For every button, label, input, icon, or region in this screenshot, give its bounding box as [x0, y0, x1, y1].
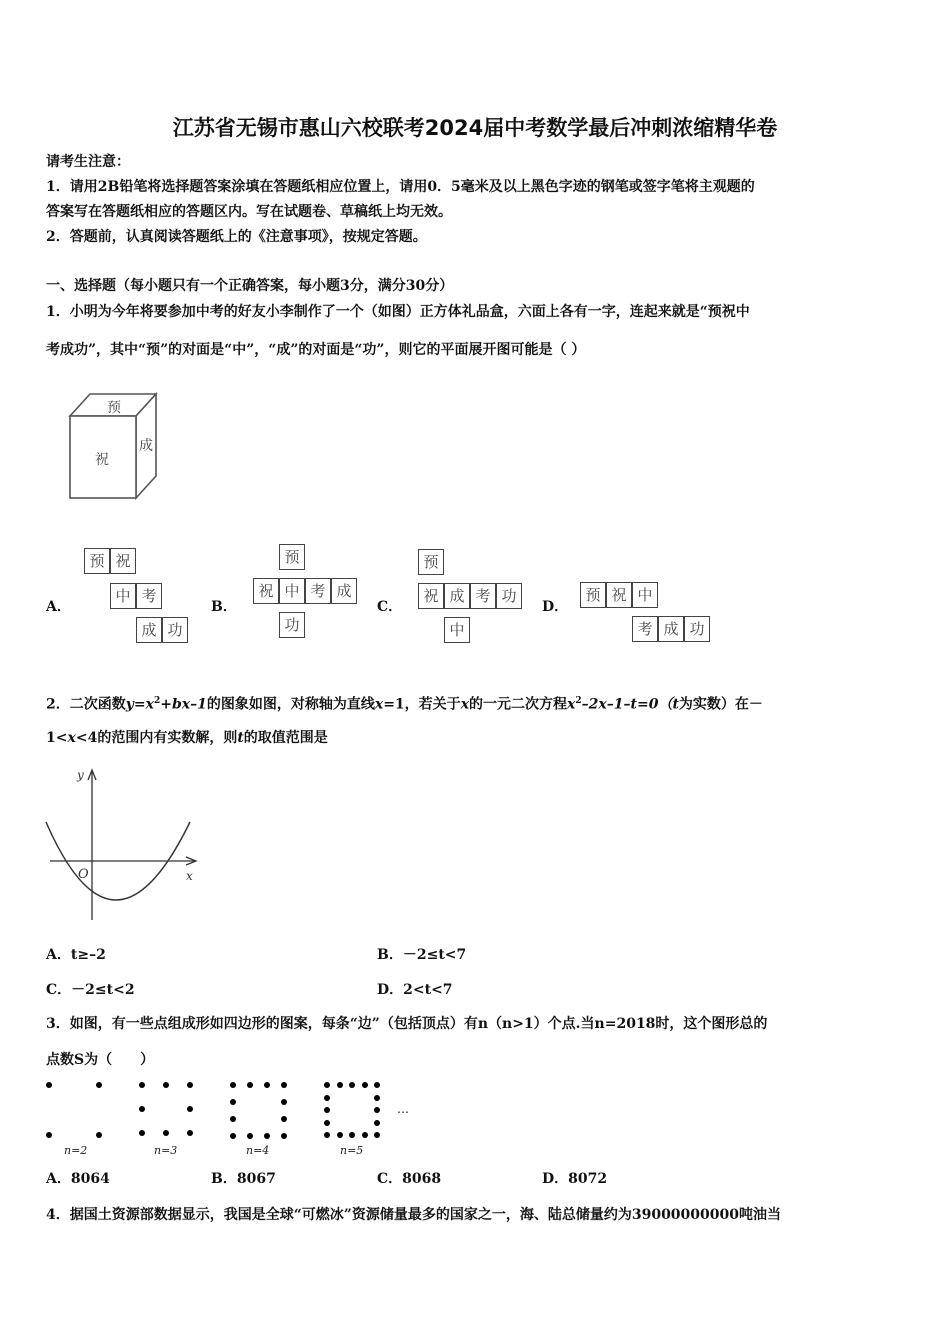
pattern-dot	[362, 1132, 368, 1138]
pattern-dot	[139, 1130, 145, 1136]
net-d-cell: 功	[684, 616, 710, 642]
q3-option-a[interactable]: A．8064	[46, 1171, 110, 1187]
pattern-dot	[337, 1082, 343, 1088]
net-a-cell: 预	[84, 548, 110, 574]
net-b-cell: 中	[279, 578, 305, 604]
q3-option-b[interactable]: B．8067	[211, 1171, 276, 1187]
pattern-dot	[139, 1082, 145, 1088]
net-c-cell: 成	[444, 583, 470, 609]
pattern-dot	[281, 1082, 287, 1088]
pattern-dot	[337, 1132, 343, 1138]
q2-line-1: 2．二次函数$y=x^2+bx-1$的图象如图，对称轴为直线x=1，若关于x的一元二次方程$x^2-2x-1-t=0(t$为实数）在－	[46, 696, 763, 713]
net-b-cell: 预	[279, 544, 305, 570]
pattern-label: n=3	[154, 1144, 178, 1157]
pattern-dot	[324, 1132, 330, 1138]
net-c-cell: 预	[418, 549, 444, 575]
pattern-dot	[46, 1132, 52, 1138]
pattern-dot	[374, 1095, 380, 1101]
pattern-dot	[374, 1082, 380, 1088]
q2-line-2: 1<x<4的范围内有实数解，则t的取值范围是	[46, 730, 328, 746]
notice-heading: 请考生注意：	[46, 154, 130, 170]
net-c-cell: 祝	[418, 583, 444, 609]
pattern-dot	[281, 1133, 287, 1139]
net-d-cell: 预	[580, 582, 606, 608]
net-c-cell: 中	[444, 617, 470, 643]
pattern-label: n=5	[340, 1144, 364, 1157]
pattern-dot	[324, 1095, 330, 1101]
ellipsis: …	[397, 1102, 409, 1116]
net-d-cell: 成	[658, 616, 684, 642]
pattern-dot	[324, 1107, 330, 1113]
cube-side-char: 成	[139, 438, 153, 454]
q3-option-c[interactable]: C．8068	[377, 1171, 442, 1187]
net-b-cell: 功	[279, 612, 305, 638]
y-axis-label: y	[77, 768, 84, 782]
cube-front-char: 祝	[95, 452, 109, 468]
notice-item-1-line-2: 答案写在答题纸相应的答题区内。写在试题卷、草稿纸上均无效。	[46, 204, 452, 220]
q1-option-c-label[interactable]: C．	[377, 599, 403, 615]
net-b-cell: 考	[305, 578, 331, 604]
q2-option-d[interactable]: D．2<t<7	[377, 982, 453, 998]
pattern-dot	[281, 1099, 287, 1105]
notice-item-2: 2．答题前，认真阅读答题纸上的《注意事项》，按规定答题。	[46, 229, 427, 245]
net-a-cell: 功	[162, 617, 188, 643]
pattern-dot	[374, 1107, 380, 1113]
q3-line-2: 点数S为（ ）	[46, 1052, 155, 1068]
pattern-dot	[96, 1132, 102, 1138]
pattern-dot	[349, 1132, 355, 1138]
net-d-cell: 中	[632, 582, 658, 608]
pattern-dot	[230, 1082, 236, 1088]
pattern-dot	[230, 1099, 236, 1105]
net-b-cell: 祝	[253, 578, 279, 604]
net-a-cell: 成	[136, 617, 162, 643]
q1-option-d-label[interactable]: D．	[542, 599, 569, 615]
page-title: 江苏省无锡市惠山六校联考2024届中考数学最后冲刺浓缩精华卷	[172, 116, 778, 140]
net-b-cell: 成	[331, 578, 357, 604]
pattern-dot	[96, 1082, 102, 1088]
q2-option-a[interactable]: A．t≥–2	[46, 947, 106, 963]
pattern-dot	[230, 1133, 236, 1139]
net-d-cell: 祝	[606, 582, 632, 608]
section-heading: 一、选择题（每小题只有一个正确答案，每小题3分，满分30分）	[46, 278, 454, 294]
q1-option-a-label[interactable]: A．	[46, 599, 71, 615]
net-c-cell: 考	[470, 583, 496, 609]
net-d-cell: 考	[632, 616, 658, 642]
pattern-label: n=2	[64, 1144, 88, 1157]
pattern-dot	[163, 1130, 169, 1136]
pattern-dot	[264, 1082, 270, 1088]
parabola-graph	[40, 760, 210, 930]
pattern-dot	[264, 1133, 270, 1139]
pattern-dot	[247, 1133, 253, 1139]
q1-option-b-label[interactable]: B．	[211, 599, 237, 615]
pattern-dot	[187, 1106, 193, 1112]
q3-option-d[interactable]: D．8072	[542, 1171, 608, 1187]
net-a-cell: 考	[136, 583, 162, 609]
q2-option-c[interactable]: C．－2≤t<2	[46, 982, 135, 998]
pattern-dot	[230, 1116, 236, 1122]
x-axis-label: x	[186, 869, 193, 883]
q3-line-1: 3．如图，有一些点组成形如四边形的图案，每条“边”（包括顶点）有n（n>1）个点.当n=2018时，这个图形总的	[46, 1016, 768, 1032]
pattern-dot	[163, 1082, 169, 1088]
net-a-cell: 中	[110, 583, 136, 609]
q2-option-b[interactable]: B．－2≤t<7	[377, 947, 467, 963]
q4-line-1: 4．据国土资源部数据显示，我国是全球“可燃冰”资源储量最多的国家之一，海、陆总储量约为39000000000吨油当	[46, 1207, 781, 1223]
net-a-cell: 祝	[110, 548, 136, 574]
pattern-dot	[139, 1106, 145, 1112]
notice-item-1-line-1: 1．请用2B铅笔将选择题答案涂填在答题纸相应位置上，请用0．5毫米及以上黑色字迹的钢笔或签字笔将主观题的	[46, 179, 755, 195]
cube-figure	[62, 384, 162, 504]
cube-top-char: 预	[107, 400, 121, 416]
q1-line-1: 1．小明为今年将要参加中考的好友小李制作了一个（如图）正方体礼品盒，六面上各有一字，连起来就是“预祝中	[46, 304, 750, 320]
pattern-label: n=4	[246, 1144, 270, 1157]
pattern-dot	[46, 1082, 52, 1088]
net-c-cell: 功	[496, 583, 522, 609]
pattern-dot	[187, 1130, 193, 1136]
origin-label: O	[78, 867, 89, 882]
pattern-dot	[362, 1082, 368, 1088]
pattern-dot	[247, 1082, 253, 1088]
pattern-dot	[374, 1132, 380, 1138]
pattern-dot	[374, 1120, 380, 1126]
pattern-dot	[324, 1120, 330, 1126]
pattern-dot	[187, 1082, 193, 1088]
pattern-dot	[281, 1116, 287, 1122]
pattern-dot	[324, 1082, 330, 1088]
pattern-dot	[349, 1082, 355, 1088]
q1-line-2: 考成功”，其中“预”的对面是“中”，“成”的对面是“功”，则它的平面展开图可能是（ ）	[46, 342, 586, 358]
